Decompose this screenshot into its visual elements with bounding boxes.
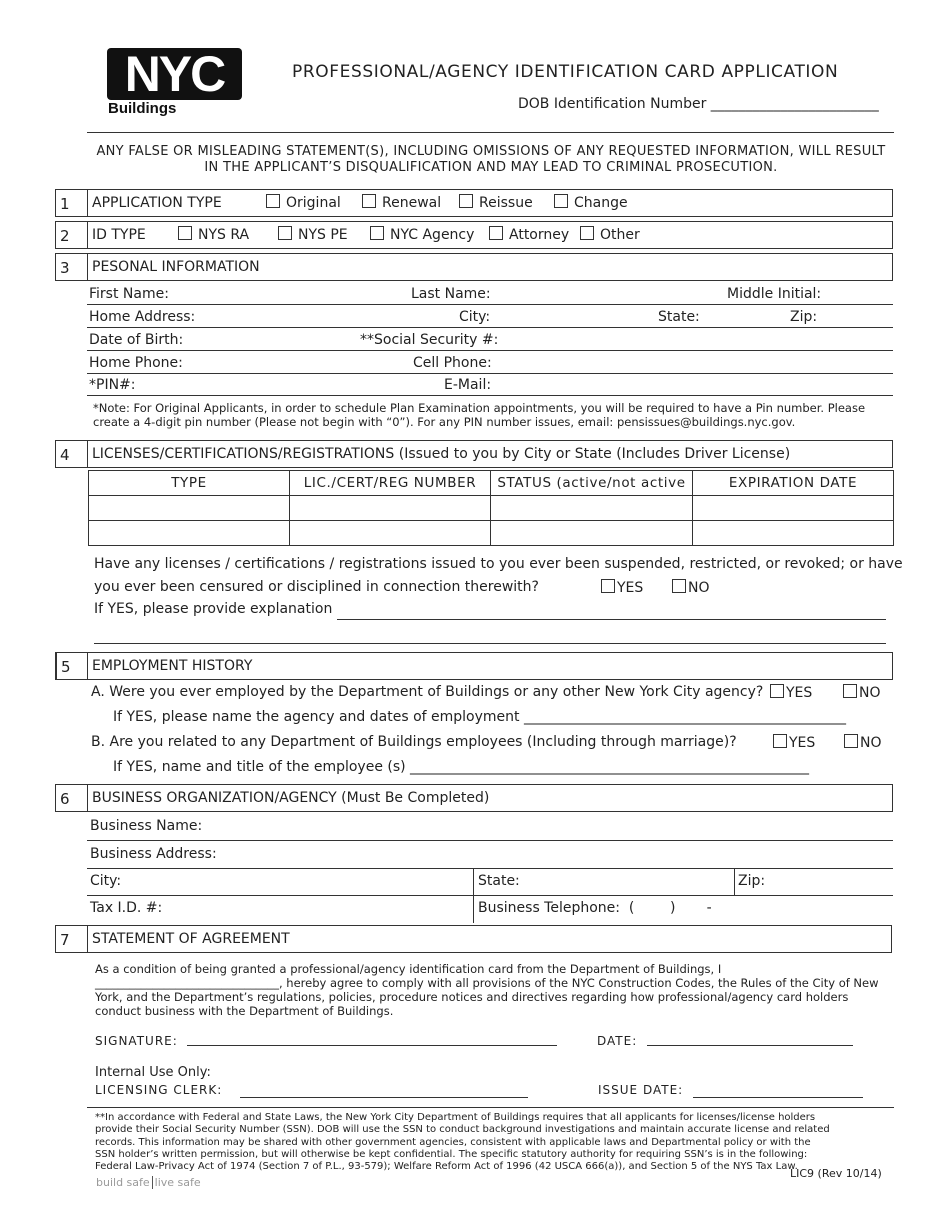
footer-divider xyxy=(87,1107,894,1108)
employment-question-b: B. Are you related to any Department of Buildings employees (Including through marriage)? xyxy=(91,734,737,750)
nyc-logo: NYC xyxy=(107,48,242,100)
business-zip-label: Zip: xyxy=(738,873,766,889)
date-of-birth-label: Date of Birth: xyxy=(89,332,184,348)
employment-a-followup[interactable]: If YES, please name the agency and dates of employment ______________________________________________ xyxy=(113,709,846,725)
warning-text: ANY FALSE OR MISLEADING STATEMENT(S), INCLUDING OMISSIONS OF ANY REQUESTED INFORMATION, WILL RESULT IN THE APPLICANT’S DISQUALIFICATION AND MAY LEAD TO CRIMINAL PROSECUTION. xyxy=(96,144,886,175)
pin-note: *Note: For Original Applicants, in order to schedule Plan Examination appointments, you will be required to have a Pin number. Please create a 4-digit pin number (Please not begin with “0”). For any PIN number issues, email: pensissues@buildings.nyc.gov. xyxy=(93,401,866,429)
date-line[interactable] xyxy=(647,1045,853,1046)
home-address-label: Home Address: xyxy=(89,309,196,325)
checkbox-disciplined-yes[interactable]: YES xyxy=(601,579,643,596)
signature-line[interactable] xyxy=(187,1045,557,1046)
column-header: EXPIRATION DATE xyxy=(693,471,894,496)
state-label: State: xyxy=(658,309,700,325)
agreement-statement: As a condition of being granted a professional/agency identification card from the Department of Buildings, I ________________________________, hereby agree to comply with all provisions of the NYC Construction Codes, the Rules of the City of New York, and the Department’s regulations, policies, procedure notices and directives regarding how professional/agency card holders conduct business with the Department of Buildings. xyxy=(95,962,879,1018)
licensing-clerk-line[interactable] xyxy=(240,1097,528,1098)
table-row[interactable] xyxy=(89,521,894,546)
checkbox-renewal[interactable]: Renewal xyxy=(362,190,441,216)
form-title: PROFESSIONAL/AGENCY IDENTIFICATION CARD APPLICATION xyxy=(292,62,839,82)
checkbox-related-no[interactable]: NO xyxy=(844,734,882,751)
checkbox-disciplined-no[interactable]: NO xyxy=(672,579,710,596)
checkbox-attorney[interactable]: Attorney xyxy=(489,222,569,248)
email-label: E-Mail: xyxy=(444,377,492,393)
checkbox-icon[interactable] xyxy=(554,194,568,208)
business-city-label: City: xyxy=(90,873,122,889)
date-label: DATE: xyxy=(597,1034,638,1048)
checkbox-original[interactable]: Original xyxy=(266,190,341,216)
last-name-label: Last Name: xyxy=(411,286,491,302)
explanation-label: If YES, please provide explanation xyxy=(94,601,333,617)
section-6-number: 6 xyxy=(55,784,87,812)
checkbox-icon[interactable] xyxy=(843,684,857,698)
checkbox-icon[interactable] xyxy=(278,226,292,240)
checkbox-icon[interactable] xyxy=(459,194,473,208)
checkbox-employed-yes[interactable]: YES xyxy=(770,684,812,701)
checkbox-icon[interactable] xyxy=(580,226,594,240)
personal-row-3[interactable] xyxy=(87,329,893,351)
checkbox-nyc-agency[interactable]: NYC Agency xyxy=(370,222,474,248)
table-row[interactable] xyxy=(89,496,894,521)
tax-id-label: Tax I.D. #: xyxy=(90,900,163,916)
checkbox-change[interactable]: Change xyxy=(554,190,628,216)
city-label: City: xyxy=(459,309,491,325)
form-id: LIC9 (Rev 10/14) xyxy=(790,1167,882,1180)
checkbox-icon[interactable] xyxy=(844,734,858,748)
issue-date-label: ISSUE DATE: xyxy=(598,1083,684,1097)
section-4-title: LICENSES/CERTIFICATIONS/REGISTRATIONS (Issued to you by City or State (Includes Driver License) xyxy=(87,440,893,468)
ssn-legal-notice: **In accordance with Federal and State Laws, the New York City Department of Buildings requires that all applicants for licenses/license holders provide their Social Security Number (SSN). DOB will use the SSN to conduct background investigations and maintain accurate license and related records. This information may be shared with other government agencies, consistent with applicable laws and Departmental policy or with the SSN holder’s written permission, but will otherwise be kept confidential. The specific statutory authority for requiring SSN’s is in the following: Federal Law-Privacy Act of 1974 (Section 7 of P.L., 93-579); Welfare Reform Act of 1996 (42 USCA 666(a)), and Section 5 of the NYS Tax Law. xyxy=(95,1112,830,1173)
signature-label: SIGNATURE: xyxy=(95,1034,178,1048)
explanation-line[interactable] xyxy=(337,619,886,620)
checkbox-icon[interactable] xyxy=(489,226,503,240)
section-4-number: 4 xyxy=(55,440,87,468)
column-header: STATUS (active/not active xyxy=(491,471,693,496)
section-3-number: 3 xyxy=(55,253,87,281)
section-5-title: EMPLOYMENT HISTORY xyxy=(87,652,893,680)
checkbox-icon[interactable] xyxy=(362,194,376,208)
buildings-logo-text: Buildings xyxy=(108,100,177,117)
personal-row-2[interactable] xyxy=(87,306,893,328)
business-telephone-label: Business Telephone: ( ) - xyxy=(478,900,712,916)
business-name-label: Business Name: xyxy=(90,818,203,834)
section-7-title: STATEMENT OF AGREEMENT xyxy=(87,925,892,953)
dob-id-field[interactable]: DOB Identification Number ________________________ xyxy=(518,96,879,112)
checkbox-related-yes[interactable]: YES xyxy=(773,734,815,751)
checkbox-icon[interactable] xyxy=(178,226,192,240)
column-header: TYPE xyxy=(89,471,290,496)
pin-label: *PIN#: xyxy=(89,377,136,393)
middle-initial-label: Middle Initial: xyxy=(727,286,822,302)
issue-date-line[interactable] xyxy=(693,1097,863,1098)
business-address-label: Business Address: xyxy=(90,846,217,862)
section-2-title: ID TYPE xyxy=(92,227,146,243)
checkbox-icon[interactable] xyxy=(770,684,784,698)
ssn-label: **Social Security #: xyxy=(360,332,499,348)
checkbox-icon[interactable] xyxy=(773,734,787,748)
zip-label: Zip: xyxy=(790,309,818,325)
checkbox-nys-pe[interactable]: NYS PE xyxy=(278,222,348,248)
business-state-label: State: xyxy=(478,873,520,889)
section-1-title: APPLICATION TYPE xyxy=(92,195,222,211)
personal-row-5[interactable] xyxy=(87,374,893,396)
internal-use-label: Internal Use Only: xyxy=(95,1065,211,1080)
checkbox-reissue[interactable]: Reissue xyxy=(459,190,533,216)
employment-b-followup[interactable]: If YES, name and title of the employee (s) _________________________________________________________ xyxy=(113,759,810,775)
licensing-clerk-label: LICENSING CLERK: xyxy=(95,1083,223,1097)
home-phone-label: Home Phone: xyxy=(89,355,183,371)
table-header-row xyxy=(89,471,894,496)
licenses-table xyxy=(88,470,894,546)
employment-question-a: A. Were you ever employed by the Department of Buildings or any other New York City agency? xyxy=(91,684,764,700)
header-divider xyxy=(87,132,894,133)
checkbox-employed-no[interactable]: NO xyxy=(843,684,881,701)
section-6-title: BUSINESS ORGANIZATION/AGENCY (Must Be Completed) xyxy=(87,784,893,812)
section-1-application-type xyxy=(87,189,893,217)
section-1-number: 1 xyxy=(55,189,87,217)
business-address-row[interactable] xyxy=(87,841,893,869)
disciplined-question-line2: you ever been censured or disciplined in connection therewith? xyxy=(94,579,539,595)
checkbox-icon[interactable] xyxy=(266,194,280,208)
personal-row-1[interactable] xyxy=(87,283,893,305)
column-divider xyxy=(734,869,735,896)
checkbox-icon[interactable] xyxy=(672,579,686,593)
cell-phone-label: Cell Phone: xyxy=(413,355,492,371)
explanation-line-2[interactable] xyxy=(94,643,886,644)
section-2-id-type xyxy=(87,221,893,249)
business-name-row[interactable] xyxy=(87,812,893,841)
checkbox-other[interactable]: Other xyxy=(580,222,640,248)
personal-row-4[interactable] xyxy=(87,352,893,374)
business-city-row[interactable] xyxy=(87,869,893,896)
section-3-title: PESONAL INFORMATION xyxy=(87,253,893,281)
section-5-number: 5 xyxy=(55,652,87,680)
tagline: build safe live safe xyxy=(96,1176,201,1189)
section-2-number: 2 xyxy=(55,221,87,249)
business-tax-row[interactable] xyxy=(87,896,893,923)
checkbox-icon[interactable] xyxy=(601,579,615,593)
disciplined-question-line1: Have any licenses / certifications / registrations issued to you ever been suspended, restricted, or revoked; or have xyxy=(94,556,903,572)
first-name-label: First Name: xyxy=(89,286,169,302)
section-7-number: 7 xyxy=(55,925,87,953)
column-header: LIC./CERT/REG NUMBER xyxy=(290,471,491,496)
checkbox-nys-ra[interactable]: NYS RA xyxy=(178,222,249,248)
checkbox-icon[interactable] xyxy=(370,226,384,240)
